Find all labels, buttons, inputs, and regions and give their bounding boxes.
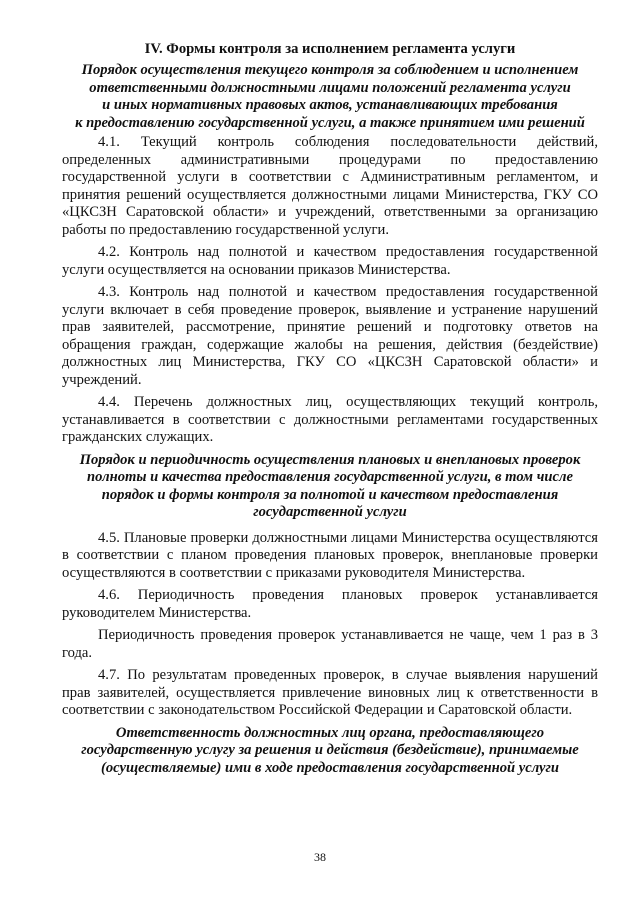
subheading-responsibility xyxy=(62,725,598,778)
subheading-line: Порядок и периодичность осуществления плановых и внеплановых проверок xyxy=(79,451,581,468)
subheading-line: (осуществляемые) ими в ходе предоставления государственной услуги xyxy=(100,759,560,776)
subheading-current-control xyxy=(62,62,598,132)
subheading-line: к предоставлению государственной услуги, а также принятием ими решений xyxy=(75,114,585,131)
subheading-line: государственную услугу за решения и действия (бездействие), принимаемые xyxy=(81,742,579,758)
subheading-line: и иных нормативных правовых актов, устанавливающих требования xyxy=(102,97,558,113)
subheading-line: Порядок осуществления текущего контроля за соблюдением и исполнением xyxy=(81,62,579,78)
section-title: IV. Формы контроля за исполнением регламента услуги xyxy=(144,41,516,57)
subheading-line: полноты и качества предоставления государственной услуги, в том числе xyxy=(87,469,573,485)
document-page xyxy=(62,40,598,779)
paragraph-4-1: 4.1. Текущий контроль соблюдения последовательности действий, определенных административными процедурами по предоставлению государственной услуги в соответствии с Административным регламентом, и принятия решений осуществляется должностными лицами Министерства, ГКУ СО «ЦКСЗН Саратовской области» и учреждений, ответственными за организацию работы по предоставлению государственной услуги. xyxy=(62,134,598,238)
paragraph-4-3: 4.3. Контроль над полнотой и качеством предоставления государственной услуги включает в себя проведение проверок, выявление и устранение нарушений прав заявителей, рассмотрение, принятие решений и подготовку ответов на обращения граждан, содержащие жалобы на решения, действия (бездействие) должностных лиц Министерства, ГКУ СО «ЦКСЗН Саратовской области» и учреждений. xyxy=(62,284,598,388)
paragraph-4-4: 4.4. Перечень должностных лиц, осуществляющих текущий контроль, устанавливается в соответствии с должностными регламентами государственных гражданских служащих. xyxy=(62,394,598,445)
subheading-line: Ответственность должностных лиц органа, предоставляющего xyxy=(115,724,545,741)
paragraph-4-5: 4.5. Плановые проверки должностными лицами Министерства осуществляются в соответствии с планом проведения плановых проверок, внеплановые проверки осуществляются в соответствии с приказами руководителя Министерства. xyxy=(62,529,598,581)
paragraph-4-2: 4.2. Контроль над полнотой и качеством предоставления государственной услуги осуществляется на основании приказов Министерства. xyxy=(62,244,598,278)
subheading-line: ответственными должностными лицами положений регламента услуги xyxy=(89,79,571,96)
page-number: 38 xyxy=(314,850,326,864)
paragraph-4-6-periodicity: Периодичность проведения проверок устанавливается не чаще, чем 1 раз в 3 года. xyxy=(62,627,598,661)
subheading-line: порядок и формы контроля за полнотой и качеством предоставления xyxy=(101,486,559,503)
paragraph-4-6: 4.6. Периодичность проведения плановых проверок устанавливается руководителем Министерства. xyxy=(62,587,598,621)
subheading-inspections xyxy=(62,452,598,522)
paragraph-4-7: 4.7. По результатам проведенных проверок, в случае выявления нарушений прав заявителей, осуществляется привлечение виновных лиц к ответственности в соответствии с законодательством Российской Федерации и Саратовской области. xyxy=(62,667,598,718)
subheading-line: государственной услуги xyxy=(253,504,407,520)
